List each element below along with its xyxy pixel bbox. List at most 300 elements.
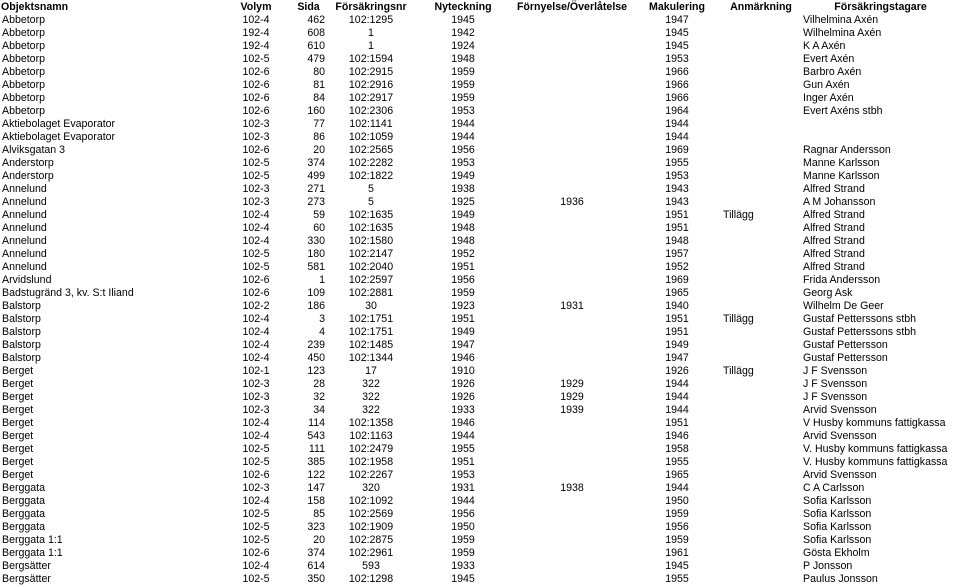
cell-objektsnamn: Annelund <box>2 248 47 260</box>
cell-fornyelse <box>511 417 633 430</box>
cell-forsakringsnr: 102:1358 <box>348 417 394 429</box>
cell-sida: 109 <box>307 287 325 299</box>
cell-objektsnamn: Annelund <box>2 261 47 273</box>
cell-anmarkning <box>721 40 801 53</box>
cell-anmarkning <box>721 261 801 274</box>
cell-nyteckning: 1946 <box>451 417 475 429</box>
table-row <box>0 14 960 27</box>
cell-makulering: 1966 <box>665 66 689 78</box>
cell-forsakringstagare: Barbro Axén <box>803 66 862 78</box>
cell-fornyelse: 1929 <box>560 378 584 390</box>
cell-forsakringstagare: Alfred Strand <box>803 261 865 273</box>
cell-sida: 499 <box>307 170 325 182</box>
cell-makulering: 1951 <box>665 417 689 429</box>
cell-sida: 20 <box>313 144 325 156</box>
cell-forsakringsnr: 102:2597 <box>348 274 394 286</box>
cell-sida: 581 <box>307 261 325 273</box>
cell-forsakringstagare <box>801 131 960 144</box>
cell-makulering: 1961 <box>665 547 689 559</box>
cell-forsakringstagare: Sofia Karlsson <box>803 534 872 546</box>
cell-objektsnamn: Balstorp <box>2 313 41 325</box>
cell-forsakringsnr: 30 <box>365 300 377 312</box>
cell-fornyelse <box>511 495 633 508</box>
cell-volym: 102-4 <box>242 235 270 247</box>
cell-anmarkning <box>721 79 801 92</box>
cell-nyteckning: 1949 <box>451 209 475 221</box>
cell-forsakringsnr: 102:2282 <box>348 157 394 169</box>
cell-nyteckning: 1946 <box>451 352 475 364</box>
cell-anmarkning <box>721 443 801 456</box>
cell-forsakringstagare: Arvid Svensson <box>803 469 877 481</box>
cell-forsakringstagare: J F Svensson <box>803 391 868 403</box>
cell-objektsnamn: Aktiebolaget Evaporator <box>2 118 116 130</box>
cell-nyteckning: 1959 <box>451 79 475 91</box>
cell-sida: 20 <box>313 534 325 546</box>
cell-nyteckning: 1944 <box>451 118 475 130</box>
cell-objektsnamn: Berggata 1:1 <box>2 534 63 546</box>
cell-forsakringsnr: 102:2917 <box>348 92 394 104</box>
cell-sida: 114 <box>308 417 325 429</box>
cell-forsakringstagare: A M Johansson <box>803 196 876 208</box>
table-row <box>0 521 960 534</box>
table-row <box>0 573 960 586</box>
cell-nyteckning: 1959 <box>451 66 475 78</box>
cell-volym: 102-5 <box>242 508 270 520</box>
cell-makulering: 1943 <box>665 196 689 208</box>
col-header-objektsnamn: Objektsnamn <box>1 1 69 13</box>
cell-sida: 330 <box>307 235 325 247</box>
cell-objektsnamn: Abbetorp <box>2 66 45 78</box>
table-row <box>0 118 960 131</box>
cell-forsakringstagare: Evert Axéns stbh <box>803 105 883 117</box>
cell-anmarkning <box>721 248 801 261</box>
cell-anmarkning <box>721 105 801 118</box>
cell-sida: 84 <box>313 92 325 104</box>
table-row <box>0 183 960 196</box>
cell-objektsnamn: Berggata <box>2 521 45 533</box>
cell-nyteckning: 1956 <box>451 144 475 156</box>
cell-makulering: 1957 <box>665 248 689 260</box>
cell-forsakringstagare: Arvid Svensson <box>803 404 877 416</box>
table-row <box>0 456 960 469</box>
cell-objektsnamn: Berget <box>2 456 34 468</box>
cell-anmarkning <box>721 495 801 508</box>
table-row <box>0 365 960 378</box>
cell-forsakringstagare: Paulus Jonsson <box>803 573 878 585</box>
cell-fornyelse: 1936 <box>560 196 584 208</box>
cell-forsakringsnr: 5 <box>368 183 374 195</box>
cell-anmarkning <box>721 118 801 131</box>
cell-sida: 158 <box>307 495 325 507</box>
cell-volym: 102-3 <box>242 391 270 403</box>
cell-anmarkning <box>721 287 801 300</box>
cell-forsakringstagare: Georg Ask <box>803 287 853 299</box>
cell-objektsnamn: Berget <box>2 391 34 403</box>
cell-nyteckning: 1910 <box>451 365 475 377</box>
cell-makulering: 1951 <box>665 222 689 234</box>
table-row <box>0 287 960 300</box>
cell-makulering: 1955 <box>665 573 689 585</box>
cell-objektsnamn: Berget <box>2 430 34 442</box>
cell-makulering: 1950 <box>665 495 689 507</box>
header-row <box>0 0 960 14</box>
cell-anmarkning <box>721 170 801 183</box>
cell-forsakringsnr: 102:2569 <box>348 508 394 520</box>
table-row <box>0 27 960 40</box>
cell-fornyelse <box>511 365 633 378</box>
cell-nyteckning: 1948 <box>451 53 475 65</box>
cell-anmarkning <box>721 157 801 170</box>
table-row <box>0 53 960 66</box>
cell-fornyelse <box>511 105 633 118</box>
cell-forsakringsnr: 102:1163 <box>349 430 393 442</box>
cell-nyteckning: 1948 <box>451 235 475 247</box>
cell-fornyelse <box>511 287 633 300</box>
cell-objektsnamn: Berget <box>2 443 34 455</box>
cell-volym: 102-4 <box>242 209 270 221</box>
cell-objektsnamn: Balstorp <box>2 326 41 338</box>
cell-anmarkning <box>721 66 801 79</box>
cell-anmarkning <box>721 222 801 235</box>
cell-nyteckning: 1953 <box>451 469 475 481</box>
table-row <box>0 222 960 235</box>
cell-sida: 123 <box>307 365 325 377</box>
table-row <box>0 170 960 183</box>
cell-objektsnamn: Berggata <box>2 482 45 494</box>
cell-makulering: 1940 <box>665 300 689 312</box>
cell-fornyelse <box>511 521 633 534</box>
table-row <box>0 378 960 391</box>
cell-fornyelse <box>511 313 633 326</box>
cell-nyteckning: 1945 <box>451 14 475 26</box>
cell-forsakringstagare: Gustaf Pettersson <box>803 352 888 364</box>
cell-fornyelse <box>511 573 633 586</box>
cell-volym: 102-1 <box>242 365 270 377</box>
cell-sida: 59 <box>313 209 325 221</box>
col-header-makulering: Makulering <box>649 1 705 13</box>
cell-makulering: 1951 <box>665 209 689 221</box>
cell-anmarkning: Tillägg <box>723 209 754 221</box>
cell-sida: 385 <box>307 456 325 468</box>
cell-nyteckning: 1951 <box>451 313 475 325</box>
cell-nyteckning: 1959 <box>451 547 475 559</box>
table-row <box>0 560 960 573</box>
cell-anmarkning <box>721 144 801 157</box>
cell-forsakringstagare: Wilhelmina Axén <box>803 27 882 39</box>
cell-forsakringstagare: Ragnar Andersson <box>803 144 891 156</box>
cell-nyteckning: 1944 <box>451 131 475 143</box>
cell-forsakringsnr: 1 <box>368 27 374 39</box>
cell-fornyelse <box>511 560 633 573</box>
cell-forsakringstagare: C A Carlsson <box>803 482 865 494</box>
cell-anmarkning <box>721 196 801 209</box>
cell-sida: 614 <box>307 560 325 572</box>
cell-makulering: 1958 <box>665 443 689 455</box>
cell-forsakringstagare: Alfred Strand <box>803 183 865 195</box>
cell-sida: 160 <box>307 105 325 117</box>
cell-anmarkning <box>721 339 801 352</box>
cell-volym: 102-5 <box>242 443 270 455</box>
cell-anmarkning <box>721 326 801 339</box>
cell-volym: 102-6 <box>242 92 270 104</box>
cell-anmarkning <box>721 352 801 365</box>
cell-volym: 102-3 <box>242 404 270 416</box>
cell-forsakringsnr: 102:1059 <box>348 131 394 143</box>
cell-makulering: 1964 <box>665 105 689 117</box>
cell-forsakringstagare: Gösta Ekholm <box>803 547 870 559</box>
cell-forsakringstagare: Gustaf Pettersson <box>803 339 888 351</box>
cell-fornyelse <box>511 456 633 469</box>
cell-objektsnamn: Bergsätter <box>2 573 51 585</box>
cell-forsakringstagare: Manne Karlsson <box>803 157 880 169</box>
cell-forsakringstagare: Wilhelm De Geer <box>803 300 884 312</box>
cell-anmarkning <box>721 469 801 482</box>
table-row <box>0 313 960 326</box>
cell-objektsnamn: Berggata <box>2 495 45 507</box>
cell-makulering: 1945 <box>665 40 689 52</box>
cell-forsakringstagare: Alfred Strand <box>803 222 865 234</box>
table-row <box>0 430 960 443</box>
cell-makulering: 1969 <box>665 274 689 286</box>
cell-forsakringstagare: Sofia Karlsson <box>803 508 872 520</box>
cell-makulering: 1966 <box>665 92 689 104</box>
cell-makulering: 1947 <box>665 14 689 26</box>
cell-forsakringsnr: 322 <box>362 391 380 403</box>
cell-fornyelse <box>511 339 633 352</box>
cell-nyteckning: 1944 <box>451 430 475 442</box>
cell-sida: 323 <box>307 521 325 533</box>
cell-fornyelse <box>511 248 633 261</box>
cell-makulering: 1953 <box>665 53 689 65</box>
cell-fornyelse <box>511 53 633 66</box>
cell-volym: 102-4 <box>242 326 270 338</box>
cell-nyteckning: 1959 <box>451 92 475 104</box>
cell-volym: 102-3 <box>242 482 270 494</box>
cell-objektsnamn: Abbetorp <box>2 14 45 26</box>
cell-fornyelse <box>511 40 633 53</box>
cell-makulering: 1945 <box>665 560 689 572</box>
cell-forsakringstagare: K A Axén <box>803 40 846 52</box>
cell-objektsnamn: Berget <box>2 378 34 390</box>
cell-forsakringsnr: 1 <box>368 40 374 52</box>
cell-nyteckning: 1956 <box>451 274 475 286</box>
cell-fornyelse <box>511 14 633 27</box>
table-row <box>0 404 960 417</box>
cell-objektsnamn: Abbetorp <box>2 53 45 65</box>
cell-objektsnamn: Abbetorp <box>2 92 45 104</box>
cell-nyteckning: 1933 <box>451 560 475 572</box>
cell-volym: 102-5 <box>242 53 270 65</box>
cell-fornyelse <box>511 443 633 456</box>
cell-anmarkning <box>721 14 801 27</box>
cell-makulering: 1951 <box>665 326 689 338</box>
cell-nyteckning: 1931 <box>451 482 475 494</box>
table-row <box>0 248 960 261</box>
cell-forsakringstagare: Gustaf Petterssons stbh <box>803 326 917 338</box>
table-row <box>0 469 960 482</box>
cell-objektsnamn: Arvidslund <box>2 274 52 286</box>
cell-nyteckning: 1944 <box>451 495 475 507</box>
cell-volym: 102-6 <box>242 469 270 481</box>
cell-makulering: 1945 <box>665 27 689 39</box>
cell-fornyelse <box>511 534 633 547</box>
cell-forsakringstagare <box>801 118 960 131</box>
cell-fornyelse <box>511 469 633 482</box>
cell-fornyelse <box>511 131 633 144</box>
cell-makulering: 1944 <box>665 404 689 416</box>
cell-nyteckning: 1953 <box>451 157 475 169</box>
cell-nyteckning: 1926 <box>451 378 475 390</box>
cell-anmarkning <box>721 183 801 196</box>
cell-makulering: 1969 <box>665 144 689 156</box>
cell-volym: 102-4 <box>242 352 270 364</box>
cell-sida: 34 <box>313 404 325 416</box>
cell-volym: 192-4 <box>242 40 270 52</box>
cell-sida: 122 <box>307 469 325 481</box>
cell-sida: 28 <box>313 378 325 390</box>
cell-objektsnamn: Berggata <box>2 508 45 520</box>
cell-forsakringsnr: 102:2915 <box>348 66 394 78</box>
cell-anmarkning <box>721 235 801 248</box>
cell-anmarkning <box>721 417 801 430</box>
table-row <box>0 105 960 118</box>
cell-sida: 186 <box>307 300 325 312</box>
cell-anmarkning <box>721 300 801 313</box>
cell-objektsnamn: Bergsätter <box>2 560 51 572</box>
cell-volym: 102-2 <box>242 300 270 312</box>
cell-volym: 102-3 <box>242 196 270 208</box>
cell-fornyelse: 1929 <box>560 391 584 403</box>
cell-makulering: 1953 <box>665 170 689 182</box>
cell-anmarkning: Tillägg <box>723 313 754 325</box>
table-row <box>0 495 960 508</box>
cell-volym: 102-5 <box>242 521 270 533</box>
cell-fornyelse: 1931 <box>560 300 584 312</box>
cell-objektsnamn: Annelund <box>2 196 47 208</box>
cell-forsakringstagare: P Jonsson <box>803 560 853 572</box>
cell-forsakringstagare: Evert Axén <box>803 53 855 65</box>
table-row <box>0 547 960 560</box>
cell-makulering: 1949 <box>665 339 689 351</box>
cell-forsakringstagare: Gustaf Petterssons stbh <box>803 313 917 325</box>
table-row <box>0 157 960 170</box>
table-row <box>0 261 960 274</box>
cell-volym: 102-5 <box>242 248 270 260</box>
cell-nyteckning: 1953 <box>451 105 475 117</box>
cell-fornyelse <box>511 118 633 131</box>
cell-sida: 374 <box>307 157 325 169</box>
cell-forsakringsnr: 102:1751 <box>348 313 394 325</box>
cell-objektsnamn: Abbetorp <box>2 40 45 52</box>
cell-nyteckning: 1949 <box>451 326 475 338</box>
cell-makulering: 1955 <box>665 456 689 468</box>
cell-forsakringsnr: 102:1344 <box>348 352 394 364</box>
cell-forsakringsnr: 102:1635 <box>348 209 394 221</box>
cell-forsakringstagare: Gun Axén <box>803 79 850 91</box>
cell-volym: 102-4 <box>242 417 270 429</box>
cell-forsakringsnr: 102:1580 <box>348 235 394 247</box>
cell-forsakringsnr: 17 <box>365 365 377 377</box>
cell-volym: 102-6 <box>242 287 270 299</box>
cell-makulering: 1946 <box>665 430 689 442</box>
cell-volym: 102-4 <box>242 339 270 351</box>
cell-forsakringstagare: J F Svensson <box>803 378 868 390</box>
cell-fornyelse <box>511 170 633 183</box>
cell-nyteckning: 1945 <box>451 573 475 585</box>
cell-sida: 81 <box>313 79 325 91</box>
col-header-forsakringsnr: Försäkringsnr <box>335 1 407 13</box>
cell-makulering: 1944 <box>665 391 689 403</box>
cell-forsakringstagare: Sofia Karlsson <box>803 495 872 507</box>
cell-anmarkning <box>721 391 801 404</box>
cell-sida: 239 <box>307 339 325 351</box>
cell-objektsnamn: Berget <box>2 469 34 481</box>
cell-forsakringstagare: V. Husby kommuns fattigkassa <box>803 443 948 455</box>
cell-objektsnamn: Berggata 1:1 <box>2 547 63 559</box>
table-row <box>0 131 960 144</box>
cell-forsakringsnr: 102:1635 <box>348 222 394 234</box>
cell-volym: 102-4 <box>242 14 270 26</box>
cell-volym: 192-4 <box>242 27 270 39</box>
cell-fornyelse <box>511 547 633 560</box>
cell-sida: 147 <box>307 482 325 494</box>
cell-forsakringsnr: 102:1141 <box>349 118 393 130</box>
cell-forsakringstagare: Alfred Strand <box>803 235 865 247</box>
cell-forsakringsnr: 102:2147 <box>348 248 394 260</box>
cell-nyteckning: 1938 <box>451 183 475 195</box>
cell-sida: 273 <box>307 196 325 208</box>
col-header-sida: Sida <box>297 1 320 13</box>
cell-anmarkning <box>721 456 801 469</box>
cell-sida: 3 <box>319 313 325 325</box>
cell-anmarkning <box>721 560 801 573</box>
cell-volym: 102-6 <box>242 79 270 91</box>
cell-objektsnamn: Abbetorp <box>2 27 45 39</box>
cell-makulering: 1944 <box>665 378 689 390</box>
table-row <box>0 326 960 339</box>
cell-objektsnamn: Berget <box>2 365 34 377</box>
cell-volym: 102-4 <box>242 430 270 442</box>
table-row <box>0 196 960 209</box>
cell-forsakringsnr: 102:2961 <box>348 547 394 559</box>
table-row <box>0 352 960 365</box>
cell-nyteckning: 1949 <box>451 170 475 182</box>
cell-forsakringsnr: 102:2565 <box>348 144 394 156</box>
cell-anmarkning <box>721 547 801 560</box>
cell-anmarkning <box>721 404 801 417</box>
cell-volym: 102-6 <box>242 144 270 156</box>
cell-nyteckning: 1959 <box>451 534 475 546</box>
cell-volym: 102-4 <box>242 495 270 507</box>
cell-volym: 102-6 <box>242 105 270 117</box>
cell-fornyelse <box>511 79 633 92</box>
cell-makulering: 1951 <box>665 313 689 325</box>
cell-anmarkning <box>721 482 801 495</box>
cell-objektsnamn: Balstorp <box>2 300 41 312</box>
table-row <box>0 235 960 248</box>
cell-sida: 462 <box>307 14 325 26</box>
cell-objektsnamn: Annelund <box>2 183 47 195</box>
col-header-forsakringstagare: Försäkringstagare <box>834 1 927 13</box>
col-header-volym: Volym <box>240 1 272 13</box>
cell-forsakringsnr: 102:1822 <box>348 170 394 182</box>
cell-anmarkning <box>721 27 801 40</box>
cell-sida: 479 <box>307 53 325 65</box>
cell-nyteckning: 1956 <box>451 508 475 520</box>
cell-fornyelse <box>511 157 633 170</box>
cell-forsakringsnr: 102:1751 <box>348 326 394 338</box>
cell-forsakringstagare: Sofia Karlsson <box>803 521 872 533</box>
